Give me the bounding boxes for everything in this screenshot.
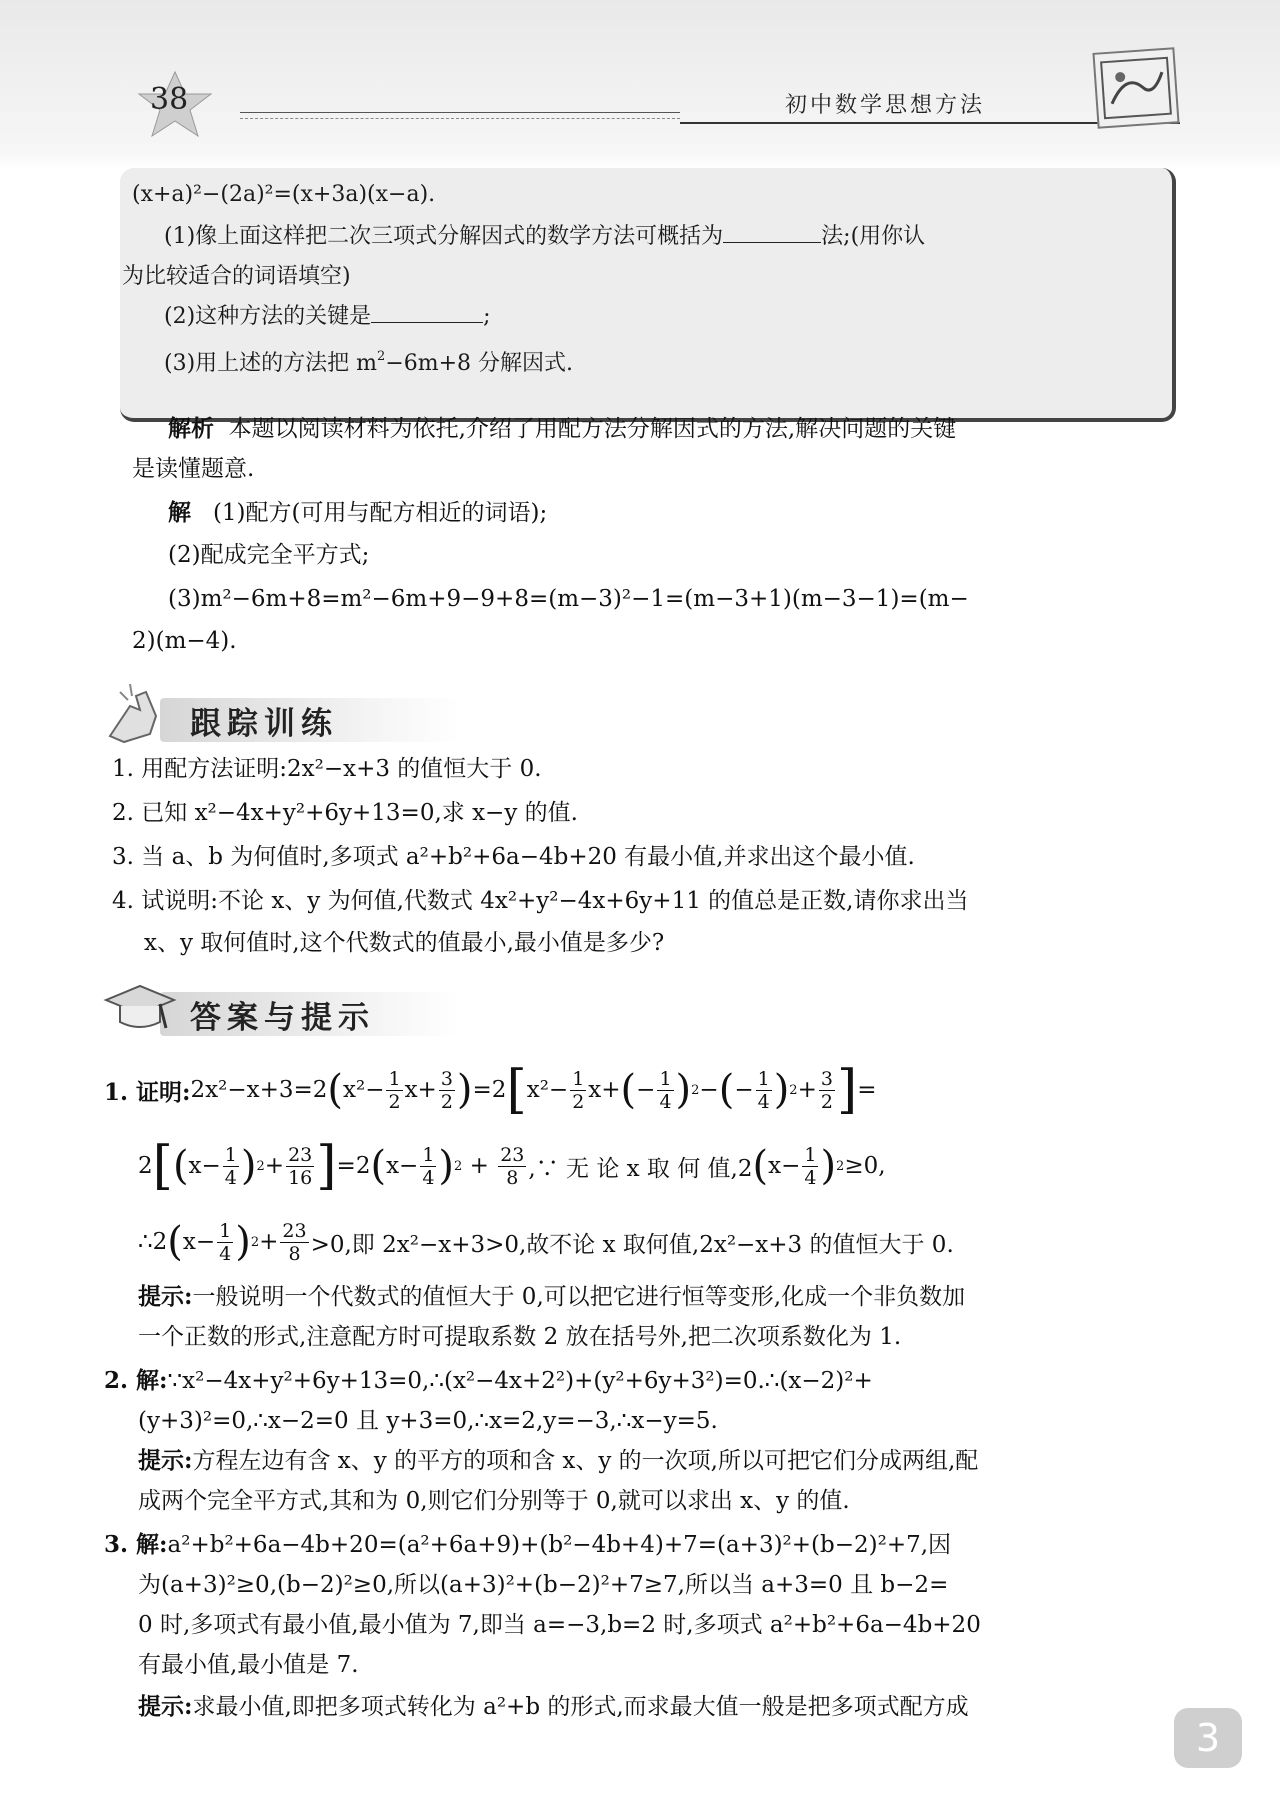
answer-3-line-2: 为(a+3)²≥0,(b−2)²≥0,所以(a+3)²+(b−2)²+7≥7,所以当 a+3=0 且 b−2=: [138, 1572, 949, 1598]
solution-label: 解: [168, 499, 191, 526]
header-rule-dashed: [240, 118, 680, 119]
answer-1-line-1: 1. 证明: 2x²−x+3=2 ( x²− $\frac{1}{2}$ x+ $\frac{3}{2}$ ) =2 [ x²− $\frac{1}{2}$ x+ ( − $\frac{1}{4}$ ) 2 − ( − $\frac{1}{4}$ ) 2 + $\frac{3}{2}$ ] =: [104, 1060, 877, 1120]
reading-material-box: [120, 168, 1176, 422]
practice-item-4: 4. 试说明:不论 x、y 为何值,代数式 4x²+y²−4x+6y+11 的值总是正数,请你求出当: [112, 888, 969, 914]
answer-1-line-3: ∴2 ( x− $\frac{1}{4}$ ) 2 + $\frac{23}{8}$ >0,即 2x²−x+3>0,故不论 x 取何值,2x²−x+3 的值恒大于 0.: [138, 1219, 954, 1265]
fraction-three-half: $\frac{3}{2}$: [440, 1067, 453, 1113]
answer-3-line-1: 3. 解:a²+b²+6a−4b+20=(a²+6a+9)+(b²−4b+4)+7=(a+3)²+(b−2)²+7,因: [104, 1531, 952, 1558]
analysis-line-2: 是读懂题意.: [132, 456, 255, 482]
fraction-23-16: $\frac{23}{16}$: [288, 1143, 313, 1189]
graduation-cap-icon: [100, 970, 180, 1050]
answer-2-line-1: 2. 解:∵x²−4x+y²+6y+13=0,∴(x²−4x+2²)+(y²+6y+3²)=0.∴(x−2)²+: [104, 1367, 873, 1394]
question-1: [164, 220, 925, 254]
solution-line-1: 解 (1)配方(可用与配方相近的词语);: [168, 499, 548, 526]
viewer-page-badge[interactable]: 3: [1174, 1708, 1242, 1768]
material-line-0: (x+a)²−(2a)²=(x+3a)(x−a).: [132, 182, 436, 207]
hint-label: 提示:: [138, 1283, 193, 1310]
fraction-half: $\frac{1}{2}$: [388, 1067, 401, 1113]
book-title: 初中数学思想方法: [785, 93, 986, 118]
question-3: (3)用上述的方法把 $m^2-6m+8$ 分解因式.: [164, 349, 574, 376]
practice-item-3: 3. 当 a、b 为何值时,多项式 a²+b²+6a−4b+20 有最小值,并求出这个最小值.: [112, 844, 915, 870]
practice-section-heading: [100, 676, 600, 756]
fraction-quarter: $\frac{1}{4}$: [659, 1067, 672, 1113]
question-2: [164, 300, 491, 334]
question-2-text-a: (2)这种方法的关键是: [164, 304, 372, 329]
answer-3-line-3: 0 时,多项式有最小值,最小值为 7,即当 a=−3,b=2 时,多项式 a²+b²+6a−4b+20: [138, 1612, 981, 1638]
answer-1-line-2: 2 [ ( x− $\frac{1}{4}$ ) 2 + $\frac{23}{16}$ ] =2 ( x− $\frac{1}{4}$ ) 2 + $\frac{23}{8}$ ,∵ 无 论 x 取 何 值,2 ( x− $\frac{1}{4}$ ) 2 ≥0,: [138, 1136, 886, 1196]
solution-line-3: (3)m²−6m+8=m²−6m+9−9+8=(m−3)²−1=(m−3+1)(m−3−1)=(m−: [168, 586, 969, 612]
answer-3-label: 3. 解:: [104, 1531, 168, 1558]
hand-pointer-icon: [100, 676, 180, 756]
question-1-cont: 为比较适合的词语填空): [122, 264, 351, 289]
analysis-line-1: [168, 412, 956, 446]
fraction-23-8: $\frac{23}{8}$: [500, 1143, 525, 1189]
answer-2-label: 2. 解:: [104, 1367, 168, 1394]
page-number: 38: [150, 82, 189, 117]
answer-blank-2: [371, 304, 483, 323]
page-header: [0, 0, 1280, 150]
header-rule: [240, 112, 680, 113]
question-1-text-b: 法;(用你认: [821, 224, 926, 249]
hint-1-line-1: 提示:一般说明一个代数式的值恒大于 0,可以把它进行恒等变形,化成一个非负数加: [138, 1283, 966, 1310]
solution-line-2: (2)配成完全平方式;: [168, 542, 370, 568]
practice-item-1: 1. 用配方法证明:2x²−x+3 的值恒大于 0.: [112, 756, 542, 782]
analysis-label: 解析: [168, 415, 214, 442]
hint-3-line-1: 提示:求最小值,即把多项式转化为 a²+b 的形式,而求最大值一般是把多项式配方成: [138, 1693, 969, 1720]
answers-title: 答案与提示: [190, 1000, 375, 1036]
practice-item-4-cont: x、y 取何值时,这个代数式的值最小,最小值是多少?: [144, 930, 665, 956]
question-2-text-b: ;: [483, 304, 491, 329]
answer-blank-1: [723, 224, 821, 243]
hint-label: 提示:: [138, 1447, 193, 1474]
hint-label: 提示:: [138, 1693, 193, 1720]
analysis-text-1: 本题以阅读材料为依托,介绍了用配方法分解因式的方法,解决问题的关键: [228, 416, 957, 442]
answer-3-line-4: 有最小值,最小值是 7.: [138, 1652, 359, 1678]
question-1-text-a: (1)像上面这样把二次三项式分解因式的数学方法可概括为: [164, 224, 724, 249]
answer-2-line-2: (y+3)²=0,∴x−2=0 且 y+3=0,∴x=2,y=−3,∴x−y=5.: [138, 1408, 718, 1434]
solution-line-4: 2)(m−4).: [132, 628, 237, 654]
hint-2-line-2: 成两个完全平方式,其和为 0,则它们分别等于 0,就可以求出 x、y 的值.: [138, 1488, 850, 1514]
practice-item-2: 2. 已知 x²−4x+y²+6y+13=0,求 x−y 的值.: [112, 800, 578, 826]
hint-2-line-1: 提示:方程左边有含 x、y 的平方的项和含 x、y 的一次项,所以可把它们分成两组,配: [138, 1447, 979, 1474]
publisher-logo: [1092, 47, 1179, 129]
answer-1-label: 1. 证明:: [104, 1078, 191, 1106]
practice-title: 跟踪训练: [190, 706, 338, 742]
question-3-text-b: −6m+8 分解因式.: [385, 351, 574, 376]
logo-icon: [1095, 49, 1178, 126]
answers-section-heading: [100, 970, 600, 1050]
hint-1-line-2: 一个正数的形式,注意配方时可提取系数 2 放在括号外,把二次项系数化为 1.: [138, 1324, 902, 1350]
question-3-text-a: (3)用上述的方法把 m: [164, 351, 378, 376]
